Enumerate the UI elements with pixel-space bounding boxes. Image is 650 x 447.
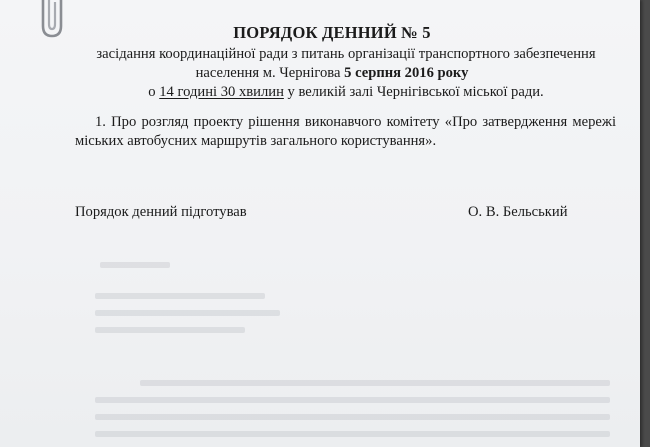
signatory-name: О. В. Бельський: [468, 204, 568, 220]
meeting-date-line: [12, 64, 650, 83]
meeting-date: 5 серпня 2016 року: [344, 65, 469, 81]
document-title: ПОРЯДОК ДЕННИЙ № 5: [233, 23, 431, 42]
meeting-location: у великій залі Чернігівської міської ради.: [283, 84, 544, 100]
meeting-time: 14 годині 30 хвилин: [159, 84, 284, 100]
agenda-item: 1. Про розгляд проекту рішення виконавчого комітету «Про затвердження мережі міських автобусних маршрутів загального користування».: [75, 114, 616, 149]
meeting-time-prefix: о: [148, 84, 160, 100]
meeting-time-line: [26, 83, 650, 102]
prepared-by-label: Порядок денний підготував: [75, 204, 247, 220]
meeting-description: засідання координаційної ради з питань організації транспортного забезпечення: [96, 46, 596, 62]
meeting-audience: населення м. Чернігова: [195, 65, 345, 81]
